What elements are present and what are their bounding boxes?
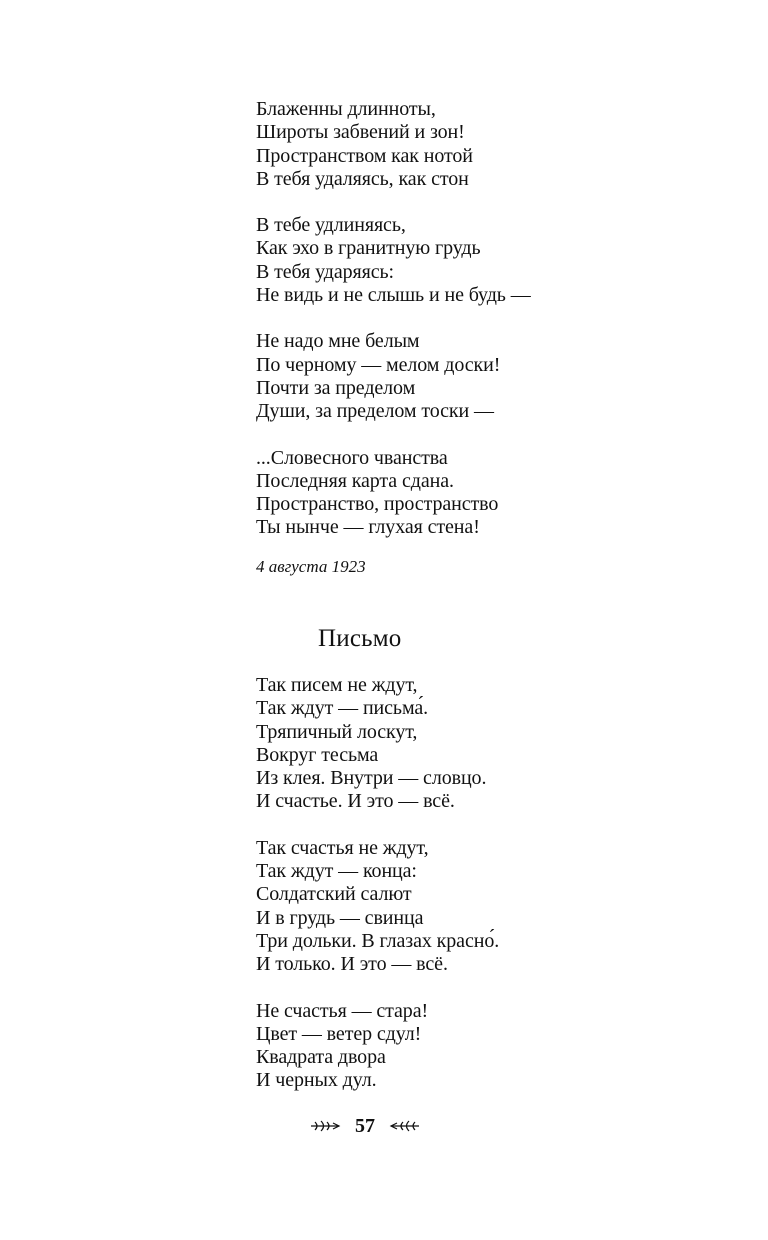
verse-line: Вокруг тесьма (256, 743, 379, 766)
verse-line: Солдатский салют (256, 883, 412, 906)
verse-line: Так ждут — конца: (256, 860, 417, 883)
verse-line: И только. И это — всё. (256, 953, 448, 976)
verse-line: Не счастья — стара! (256, 999, 429, 1022)
verse-line: Широты забвений и зон! (256, 121, 465, 144)
verse-line: Не надо мне белым (256, 330, 420, 353)
verse-line: Так счастья не ждут, (256, 836, 429, 859)
verse-line: И в грудь — свинца (256, 906, 424, 929)
poem-date: 4 августа 1923 (256, 557, 366, 576)
flourish-left-icon (309, 1119, 343, 1133)
verse-line: Души, за пределом тоски — (256, 400, 494, 423)
stanza (256, 330, 676, 423)
verse-line: Так ждут — письма́. (256, 697, 429, 720)
verse-line: Не видь и не слышь и не будь — (256, 284, 531, 307)
verse-line: В тебе удлиняясь, (256, 214, 406, 237)
stanza (256, 214, 676, 307)
stanza (256, 447, 676, 540)
verse-line: Ты нынче — глухая стена! (256, 516, 480, 539)
page-number: 57 (355, 1115, 375, 1137)
stanza (256, 837, 676, 977)
verse-line: Квадрата двора (256, 1046, 386, 1069)
poem-2 (256, 674, 676, 1116)
verse-line: По черному — мелом доски! (256, 353, 501, 376)
stanza (256, 674, 676, 814)
verse-line: Как эхо в гранитную грудь (256, 237, 481, 260)
verse-line: Почти за пределом (256, 376, 416, 399)
verse-line: И черных дул. (256, 1069, 377, 1092)
verse-line: Последняя карта сдана. (256, 469, 454, 492)
stanza (256, 1000, 676, 1093)
poem-title: Письмо (318, 625, 402, 652)
verse-line: Из клея. Внутри — словцо. (256, 767, 487, 790)
poem-1 (256, 98, 676, 563)
flourish-right-icon (387, 1119, 421, 1133)
verse-line: Блаженны длинноты, (256, 98, 436, 120)
verse-line: Тряпичный лоскут, (256, 720, 418, 743)
verse-line: В тебя удаляясь, как стон (256, 167, 469, 190)
verse-line: Три дольки. В глазах красно́. (256, 929, 500, 952)
verse-line: ...Словесного чванства (256, 446, 448, 469)
verse-line: И счастье. И это — всё. (256, 790, 455, 813)
page-footer (300, 1112, 430, 1140)
verse-line: Цвет — ветер сдул! (256, 1022, 422, 1045)
verse-line: Пространство, пространство (256, 493, 499, 516)
verse-line: Пространством как нотой (256, 144, 473, 167)
verse-line: В тебя ударяясь: (256, 260, 394, 283)
verse-line: Так писем не ждут, (256, 674, 418, 696)
stanza (256, 98, 676, 191)
